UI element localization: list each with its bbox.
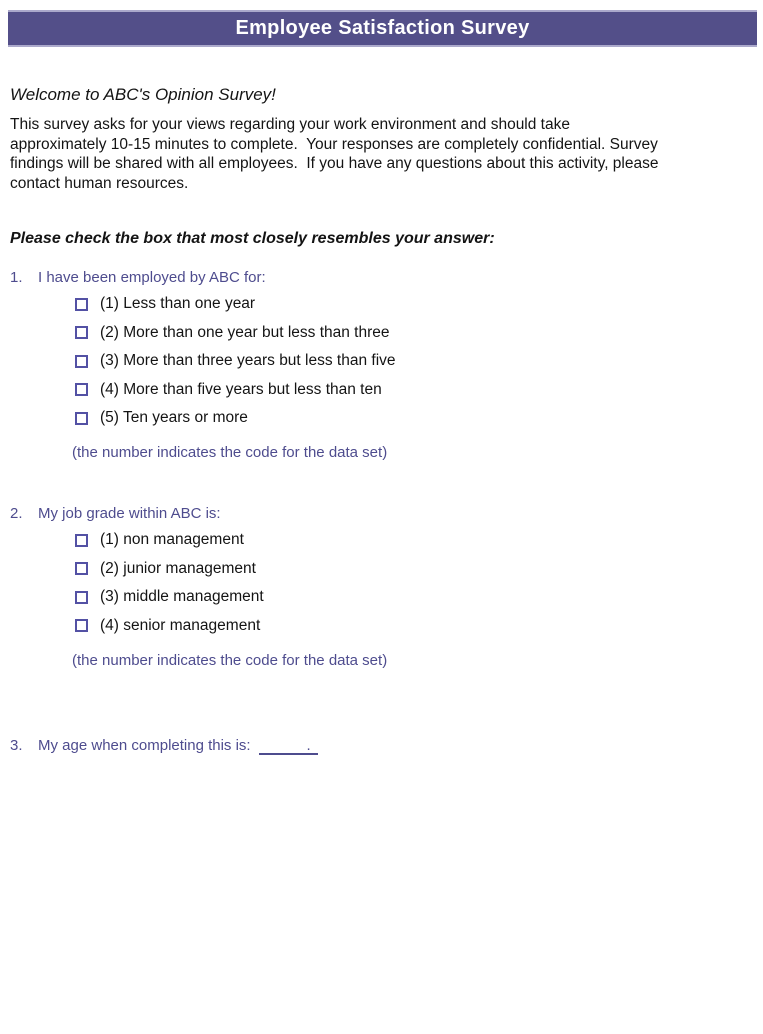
intro-paragraph [10, 115, 755, 193]
checkbox-icon[interactable] [75, 326, 88, 339]
welcome-text: Welcome to ABC's Opinion Survey! [10, 85, 276, 104]
survey-page [0, 10, 763, 1034]
option-row [75, 381, 755, 399]
question-text: I have been employed by ABC for: [38, 269, 266, 286]
question-1 [10, 269, 755, 461]
option-row [75, 409, 755, 427]
option-label: (4) More than five years but less than ten [100, 380, 382, 398]
intro-line: findings will be shared with all employees. If you have any questions about this activity, please [10, 155, 659, 172]
instruction-text: Please check the box that most closely resembles your answer: [10, 230, 495, 247]
checkbox-icon[interactable] [75, 534, 88, 547]
title-bar [8, 10, 757, 47]
question-3-line [10, 737, 755, 755]
question-number: 1. [10, 269, 23, 286]
option-row [75, 324, 755, 342]
survey-content [0, 85, 763, 755]
question-text: My age when completing this is: [38, 736, 251, 754]
option-row [75, 560, 755, 578]
checkbox-icon[interactable] [75, 562, 88, 575]
question-number: 3. [10, 736, 23, 754]
option-label: (2) More than one year but less than three [100, 323, 390, 341]
question-text: My job grade within ABC is: [38, 505, 221, 522]
option-label: (1) non management [100, 531, 244, 548]
dataset-note: (the number indicates the code for the data set) [72, 444, 388, 461]
option-label: (5) Ten years or more [100, 409, 248, 426]
checkbox-icon[interactable] [75, 355, 88, 368]
question-1-line [10, 269, 755, 286]
question-2-options [10, 531, 755, 635]
checkbox-icon[interactable] [75, 298, 88, 311]
blank-period: . [306, 736, 311, 754]
option-row [75, 295, 755, 313]
intro-line: approximately 10-15 minutes to complete. Your responses are completely confidential. Survey [10, 135, 658, 153]
question-2 [10, 505, 755, 669]
checkbox-icon[interactable] [75, 591, 88, 604]
question-1-options [10, 295, 755, 427]
option-label: (3) middle management [100, 588, 264, 605]
dataset-note: (the number indicates the code for the data set) [72, 651, 388, 669]
page-title: Employee Satisfaction Survey [235, 17, 530, 39]
option-label: (4) senior management [100, 616, 261, 634]
option-row [75, 588, 755, 606]
intro-line: contact human resources. [10, 174, 189, 192]
age-blank-field[interactable] [259, 738, 318, 755]
checkbox-icon[interactable] [75, 412, 88, 425]
intro-line: This survey asks for your views regarding your work environment and should take [10, 116, 570, 133]
option-row [75, 352, 755, 370]
checkbox-icon[interactable] [75, 383, 88, 396]
option-row [75, 617, 755, 635]
option-row [75, 531, 755, 549]
option-label: (1) Less than one year [100, 295, 256, 312]
option-label: (3) More than three years but less than five [100, 352, 396, 369]
checkbox-icon[interactable] [75, 619, 88, 632]
option-label: (2) junior management [100, 559, 256, 577]
question-3 [10, 737, 755, 755]
question-2-line [10, 505, 755, 522]
question-number: 2. [10, 505, 23, 522]
